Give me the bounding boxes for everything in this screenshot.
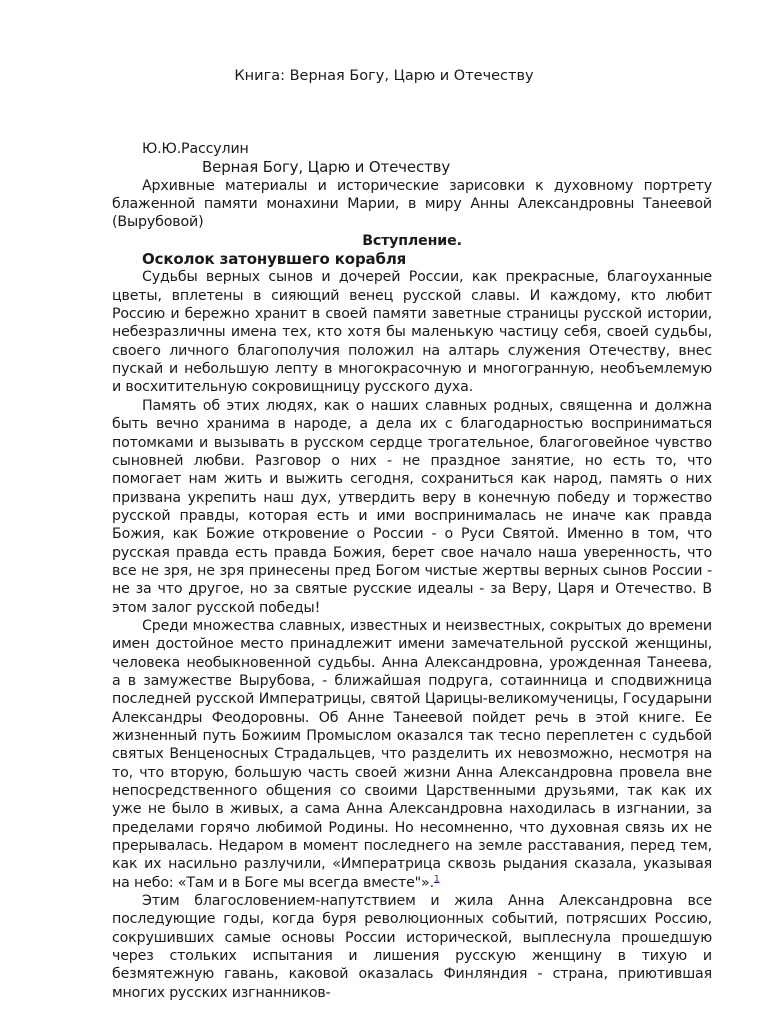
footnote-link[interactable]: 1 xyxy=(433,874,440,885)
document-body xyxy=(112,140,712,1002)
section-heading: Осколок затонувшего корабля xyxy=(142,250,407,269)
book-subtitle: Архивные материалы и исторические зарисовки к духовному портрету блаженной памяти монахини Марии, в миру Анны Александровны Танеевой (Вырубовой) xyxy=(112,177,712,231)
book-title: Верная Богу, Царю и Отечеству xyxy=(202,158,451,177)
paragraph-2: Память об этих людях, как о наших славных родных, священна и должна быть вечно хранима в народе, а дела их с благодарностью восприниматься потомками и вызывать в русском сердце трогательное, благоговейное чувство сыновней любви. Разговор о них - не праздное занятие, но есть то, что помогает нам жить и выжить сегодня, сохраниться как народ, память о них призвана укрепить наш дух, утвердить веру в конечную победу и торжество русской правды, которая есть и ими воспринималась не иначе как правда Божия, как Божие откровение о России - о Руси Святой. Именно в том, что русская правда есть правда Божия, берет свое начало наша уверенность, что все не зря, не зря принесены пред Богом чистые жертвы верных сынов России - не за что другое, но за святые русские идеалы - за Веру, Царя и Отечество. В этом залог русской победы! xyxy=(112,397,712,616)
paragraph-3-text: Среди множества славных, известных и неизвестных, сокрытых до времени имен достойное место принадлежит имени замечательной русской женщины, человека необыкновенной судьбы. Анна Александровна, урожденная Танеева, а в замужестве Вырубова, - ближайшая подруга, сотаинница и сподвижница последней русской Императрицы, святой Царицы-великомученицы, Государыни Александры Феодоровны. Об Анне Танеевой пойдет речь в этой книге. Ее жизненный путь Божиим Промыслом оказался так тесно переплетен с судьбой святых Венценосных Страдальцев, что разделить их невозможно, несмотря на то, что вторую, большую часть своей жизни Анна Александровна провела вне непосредственного общения со своими Царственными друзьями, так как их уже не было в живых, а сама Анна Александровна находилась в изгнании, за пределами горячо любимой Родины. Но несомненно, что духовная связь их не прерывалась. Недаром в момент последнего на земле расставания, перед тем, как их насильно разлучили, «Императрица сквозь рыдания сказала, указывая на небо: «Там и в Боге мы всегда вместе"». xyxy=(112,617,712,891)
paragraph-3 xyxy=(112,617,712,892)
paragraph-1: Судьбы верных сынов и дочерей России, как прекрасные, благоуханные цветы, вплетены в сияющий венец русской славы. И каждому, кто любит Россию и бережно хранит в своей памяти заветные страницы русской истории, небезразличны имена тех, кто хотя бы маленькую частицу себя, своей судьбы, своего личного благополучия положил на алтарь служения Отечеству, внес пускай и небольшую лепту в многокрасочную и многогранную, необъемлемую и восхитительную сокровищницу русского духа. xyxy=(112,269,712,396)
intro-heading: Вступление. xyxy=(362,232,462,249)
paragraph-4: Этим благословением-напутствием и жила Анна Александровна все последующие годы, когда буря революционных событий, потрясших Россию, сокрушивших самые основы России исторической, выплеснула прошедшую через стольких испытания и лишения русскую женщину в тихую и безмятежную гавань, каковой оказалась Финляндия - страна, приютившая многих русских изгнанников- xyxy=(112,893,712,1001)
document-title: Книга: Верная Богу, Царю и Отечеству xyxy=(234,68,534,84)
author-name: Ю.Ю.Рассулин xyxy=(142,141,249,157)
